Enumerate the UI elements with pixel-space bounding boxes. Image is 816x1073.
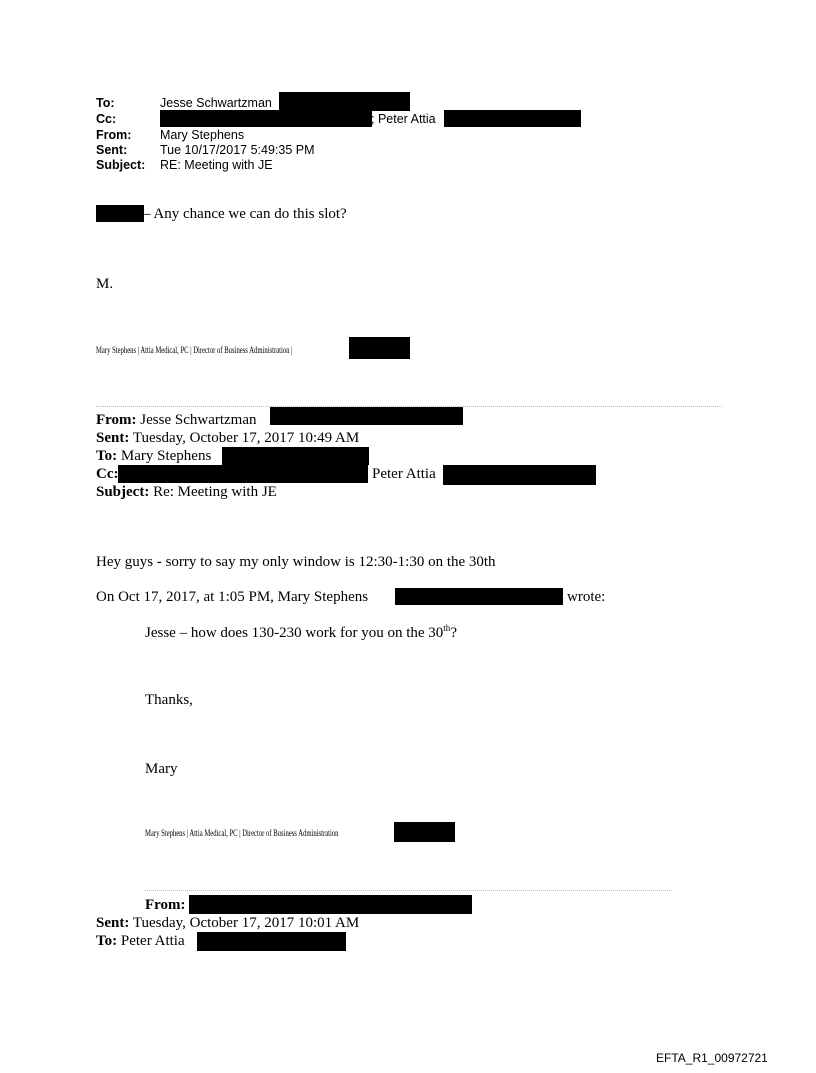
redaction-box [118,465,368,483]
quoted-thanks: Thanks, [145,692,193,708]
reply1-subject-value: Re: Meeting with JE [153,484,277,500]
header-sent-row [96,143,315,157]
quote-intro-start: On Oct 17, 2017, at 1:05 PM, Mary Stephens [96,589,369,605]
reply1-subject-label: Subject: [96,484,150,500]
reply2-to-label: To: [96,933,118,949]
redaction-box [160,110,372,127]
header-sent-value: Tue 10/17/2017 5:49:35 PM [160,143,315,157]
redaction-box [270,407,463,425]
redaction-box [394,822,455,842]
header-to-label: To: [96,96,115,110]
redaction-box [222,447,369,465]
redaction-box [197,932,346,951]
reply1-to-row [96,447,211,465]
header-subject-row [96,158,273,172]
header-from-value: Mary Stephens [160,128,245,142]
reply1-cc-label: Cc: [96,466,119,482]
quoted-question-end: ? [450,625,457,641]
redaction-box [444,110,581,127]
reply1-from-value: Jesse Schwartzman [140,412,257,428]
reply1-body: Hey guys - sorry to say my only window is 12:30-1:30 on the 30th [96,554,496,570]
reply1-to-label: To: [96,448,118,464]
quoted-name: Mary [145,761,178,777]
header-cc-label: Cc: [96,112,117,126]
quoted-question-sup: th [443,623,451,633]
reply2-from-label: From: [145,897,186,913]
message-sign-off: M. [96,276,114,292]
quoted-question-text: Jesse – how does 130-230 work for you on the 30 [145,625,444,641]
reply2-sent-value: Tuesday, October 17, 2017 10:01 AM [132,915,360,931]
reply1-from-row [96,411,257,429]
redaction-box [96,205,144,222]
header-to-value: Jesse Schwartzman [160,96,272,110]
separator-line [145,890,672,891]
reply1-sent-row [96,429,359,447]
quoted-question [145,624,457,642]
reply1-sent-value: Tuesday, October 17, 2017 10:49 AM [132,430,360,446]
document-id: EFTA_R1_00972721 [656,1051,768,1065]
reply1-from-label: From: [96,412,137,428]
header-subject-label: Subject: [96,158,146,172]
reply1-cc-value: Peter Attia [372,466,436,482]
quoted-signature: Mary Stephens | Attia Medical, PC | Director of Business Administration [145,829,339,839]
header-subject-value: RE: Meeting with JE [160,158,273,172]
redaction-box [443,465,596,485]
reply2-sent-label: Sent: [96,915,130,931]
redaction-box [349,337,410,359]
reply2-from-row [145,896,186,914]
reply1-cc-row [96,465,119,483]
reply1-sent-label: Sent: [96,430,130,446]
reply2-sent-row [96,914,359,932]
header-cc-value: ; Peter Attia [371,112,436,126]
redaction-box [189,895,472,914]
reply2-to-value: Peter Attia [120,933,185,949]
header-cc-row [96,112,160,126]
reply2-to-row [96,932,185,950]
reply1-to-value: Mary Stephens [120,448,212,464]
header-sent-label: Sent: [96,143,128,157]
reply1-subject-row [96,483,277,501]
header-from-row [96,128,244,142]
redaction-box [279,92,410,111]
quote-intro-end: wrote: [567,589,606,605]
header-to-row [96,96,272,110]
redaction-box [395,588,563,605]
message-signature: Mary Stephens | Attia Medical, PC | Director of Business Administration | [96,346,293,356]
message-body-line: – Any chance we can do this slot? [143,206,347,222]
header-from-label: From: [96,128,132,142]
